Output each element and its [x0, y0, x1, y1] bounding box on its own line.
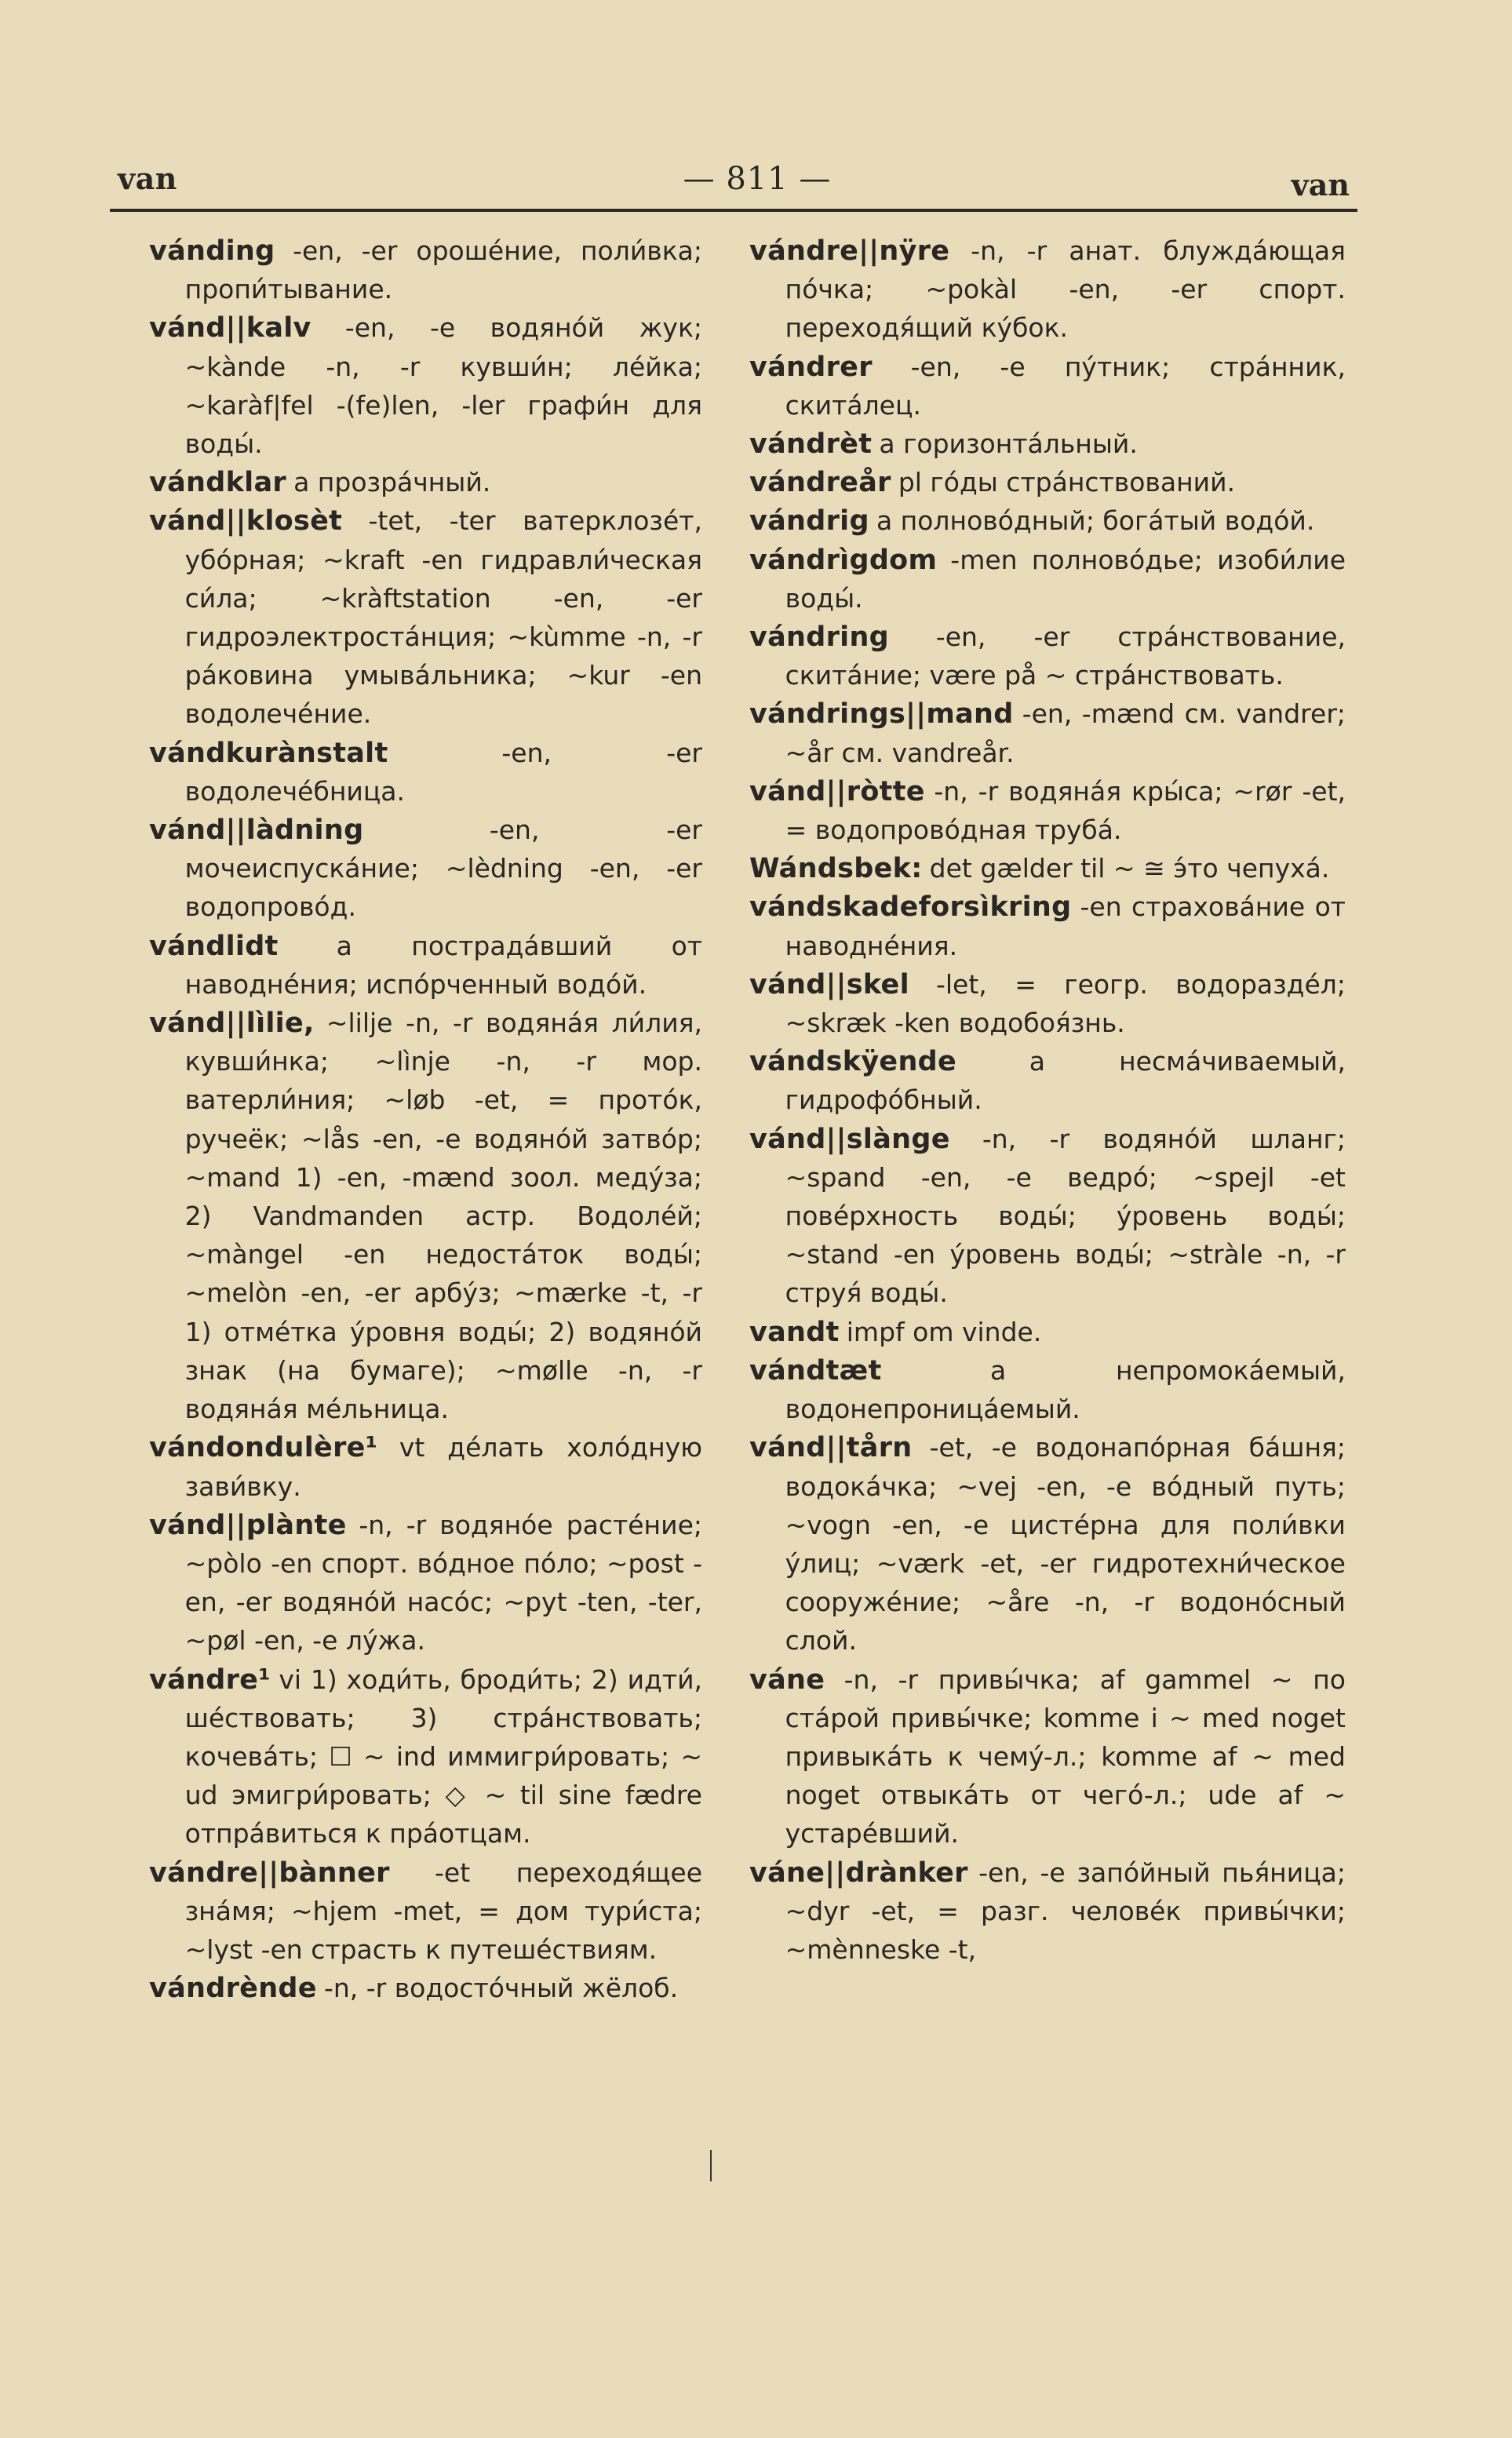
- entry-definition: -en, -e запóйный пья́ница; ~dyr -et, = разг. человéк привы́чки; ~mènneske -t,: [785, 1857, 1346, 1965]
- header-left-guide-word: van: [118, 161, 177, 196]
- entry-headword: vándrig: [749, 505, 869, 538]
- dictionary-entry: [749, 849, 1346, 887]
- dictionary-entry: [149, 501, 702, 733]
- entry-headword: vánd||plànte: [149, 1509, 347, 1541]
- entry-definition: a полновóдный; богáтый водóй.: [876, 505, 1315, 537]
- entry-definition: a прозрáчный.: [293, 467, 491, 498]
- page-number: — 811 —: [683, 161, 832, 197]
- entry-definition: -en, -mænd см. vandrer; ~år см. vandreår.: [785, 698, 1346, 768]
- dictionary-entry: [749, 425, 1346, 463]
- entry-headword: vándrìgdom: [749, 544, 938, 576]
- entry-headword: vándlidt: [149, 930, 279, 962]
- entry-definition: -en, -er водолечéбница.: [184, 737, 702, 807]
- entry-headword: vánd||làdning: [149, 814, 364, 847]
- dictionary-entry: [749, 1120, 1346, 1313]
- column-divider-mark: [710, 2150, 712, 2181]
- entry-headword: vándrènde: [149, 1973, 317, 2005]
- dictionary-entry: [149, 1853, 702, 1970]
- entry-definition: -n, -r водянóе растéние; ~pòlo -en спорт. вóдное пóло; ~post -en, -er водянóй насóс; ~pyt -ten, -ter, ~pøl -en, -e лýжа.: [184, 1509, 703, 1656]
- entry-definition: -en, -e водянóй жук; ~kànde -n, -r кувши́н; лéйка; ~karàf|fel -(fe)len, -ler графи́н для воды́.: [184, 312, 702, 460]
- entry-headword: vándre||bànner: [149, 1857, 390, 1889]
- entry-headword: vánd||klosèt: [149, 505, 343, 538]
- dictionary-entry: [149, 1004, 702, 1428]
- entry-definition: -n, -r анат. блуждáющая пóчка; ~pokàl -en, -er спорт. переходя́щий кýбок.: [785, 235, 1346, 344]
- entry-definition: det gælder til ~ ≅ э́то чепухá.: [929, 853, 1330, 884]
- dictionary-entry: [749, 348, 1346, 425]
- entry-definition: a пострадáвший от наводнéния; испóрченный водóй.: [184, 930, 703, 1000]
- entry-headword: vándre¹: [149, 1664, 271, 1696]
- entry-headword: vándre||nÿre: [749, 235, 950, 267]
- dictionary-entry: [749, 1313, 1346, 1351]
- dictionary-entry: [749, 965, 1346, 1042]
- entry-headword: vándrer: [749, 351, 873, 383]
- entry-definition: vi 1) ходи́ть, броди́ть; 2) идти́, шéствовать; 3) стрáнствовать; кочевáть; ☐ ~ ind иммигри́ровать; ~ ud эмигри́ровать; ◇ ~ til sine fædre отпрáвиться к прáотцам.: [184, 1664, 703, 1849]
- entry-definition: pl гóды стрáнствований.: [898, 467, 1236, 498]
- entry-headword: vánding: [149, 235, 275, 267]
- dictionary-entry: [149, 1506, 702, 1660]
- entry-definition: -en страховáние от наводнéния.: [785, 891, 1346, 961]
- entry-definition: -en, -e пýтник; стрáнник, скитáлец.: [785, 351, 1346, 421]
- header-rule: [110, 209, 1357, 212]
- dictionary-entry: [749, 618, 1346, 694]
- dictionary-entry: [149, 463, 702, 501]
- entry-definition: -et переходя́щее знáмя; ~hjem -met, = дом тури́ста; ~lyst -en страсть к путешéствиям.: [184, 1857, 702, 1965]
- entry-headword: vánd||skel: [749, 968, 909, 1000]
- dictionary-entry: [149, 1969, 702, 2007]
- dictionary-entry: [149, 1428, 702, 1505]
- dictionary-entry: [749, 887, 1346, 964]
- dictionary-entry: [149, 308, 702, 463]
- entry-definition: -n, -r водостóчный жёлоб.: [323, 1973, 679, 2004]
- entry-definition: -tet, -ter ватерклозéт, убóрная; ~kraft -en гидравли́ческая си́ла; ~kràftstation -en, -er гидроэлектростáнция; ~kùmme -n, -r рáковина умывáльника; ~kur -en водолечéние.: [184, 505, 702, 730]
- entry-definition: a несмáчиваемый, гидрофóбный.: [785, 1046, 1346, 1116]
- header-right-guide-word: van: [1291, 167, 1350, 202]
- entry-headword: vánd||kalv: [149, 312, 312, 344]
- entry-headword: vánd||ròtte: [749, 775, 925, 807]
- entry-definition: vt дéлать холóдную зави́вку.: [184, 1432, 702, 1502]
- entry-definition: a горизонтáльный.: [879, 428, 1138, 460]
- entry-headword: vándtæt: [749, 1354, 882, 1387]
- entry-headword: vándskÿende: [749, 1046, 957, 1078]
- dictionary-entry: [749, 772, 1346, 849]
- entry-headword: vánd||tårn: [749, 1432, 913, 1464]
- right-column: [749, 231, 1346, 1969]
- dictionary-entry: [749, 1428, 1346, 1660]
- entry-headword: váne: [749, 1664, 825, 1696]
- entry-headword: vándrèt: [749, 428, 873, 461]
- left-column: [149, 231, 702, 2007]
- entry-headword: Wándsbek:: [749, 853, 923, 885]
- dictionary-entry: [749, 501, 1346, 540]
- entry-headword: vánd||slànge: [749, 1123, 950, 1155]
- entry-definition: -n, -r водянáя кры́са; ~rør -et, = водопровóдная трубá.: [785, 775, 1346, 846]
- entry-definition: -et, -e водонапóрная бáшня; водокáчка; ~vej -en, -e вóдный путь; ~vogn -en, -e цистéрна для поли́вки ýлиц; ~værk -et, -er гидротехни́ческое сооружéние; ~åre -n, -r водонóсный слой.: [785, 1432, 1346, 1656]
- entry-headword: vándondulère¹: [149, 1432, 378, 1464]
- entry-headword: vándrings||mand: [749, 698, 1014, 731]
- entry-definition: -men полновóдье; изоби́лие воды́.: [785, 544, 1346, 614]
- entry-definition: -n, -r водянóй шланг; ~spand -en, -e ведрó; ~spejl -et повéрхность воды́; ýровень воды́; ~stand -en ýровень воды́; ~stràle -n, -r струя́ воды́.: [785, 1123, 1346, 1309]
- entry-definition: impf om vinde.: [846, 1316, 1042, 1347]
- entry-definition: -en, -er стрáнствование, скитáние; være på ~ стрáнствовать.: [785, 621, 1346, 691]
- entry-definition: -en, -er орошéние, поли́вка; пропи́тывание.: [184, 235, 703, 305]
- dictionary-entry: [149, 927, 702, 1004]
- dictionary-entry: [149, 231, 702, 308]
- entry-headword: vándreår: [749, 467, 891, 499]
- dictionary-entry: [149, 811, 702, 927]
- entry-definition: -let, = геогр. водораздéл; ~skræk -ken водобоя́знь.: [785, 968, 1346, 1039]
- entry-definition: ~lilje -n, -r водянáя ли́лия, кувши́нка; ~lìnje -n, -r мор. ватерли́ния; ~løb -et, = протóк, ручеёк; ~lås -en, -e водянóй затвóр; ~mand 1) -en, -mænd зоол. медýза; 2) Vandmanden астр. Водолéй; ~màngel -en недостáток воды́; ~melòn -en, -er арбýз; ~mærke -t, -r 1) отмéтка ýровня воды́; 2) водянóй знак (на бумаге); ~møllе -n, -r водянáя мéльница.: [184, 1008, 703, 1425]
- dictionary-entry: [149, 734, 702, 811]
- dictionary-entry: [749, 1042, 1346, 1119]
- dictionary-entry: [749, 541, 1346, 618]
- dictionary-entry: [749, 1853, 1346, 1970]
- entry-headword: vándskadeforsìkring: [749, 891, 1072, 924]
- page-header: [118, 161, 1350, 208]
- entry-headword: vándklar: [149, 467, 286, 499]
- entry-headword: vandt: [749, 1316, 840, 1348]
- dictionary-entry: [749, 463, 1346, 501]
- dictionary-entry: [749, 1351, 1346, 1428]
- entry-definition: -en, -er мочеиспускáние; ~lèdning -en, -er водопровóд.: [184, 814, 702, 923]
- entry-headword: váne||drànker: [749, 1857, 968, 1889]
- dictionary-entry: [749, 1660, 1346, 1853]
- dictionary-entry: [749, 231, 1346, 348]
- entry-headword: vánd||lìlie,: [149, 1008, 315, 1040]
- dictionary-entry: [749, 694, 1346, 771]
- entry-definition: -n, -r привы́чка; af gammel ~ по стáрой привы́чке; komme i ~ med noget привыкáть к чемý-л.; komme af ~ med noget отвыкáть от чегó-л.; ude af ~ устарéвший.: [785, 1664, 1346, 1849]
- entry-headword: vándkurànstalt: [149, 737, 388, 769]
- entry-headword: vándring: [749, 621, 890, 654]
- dictionary-entry: [149, 1660, 702, 1853]
- entry-definition: a непромокáемый, водонепроницáемый.: [785, 1354, 1346, 1425]
